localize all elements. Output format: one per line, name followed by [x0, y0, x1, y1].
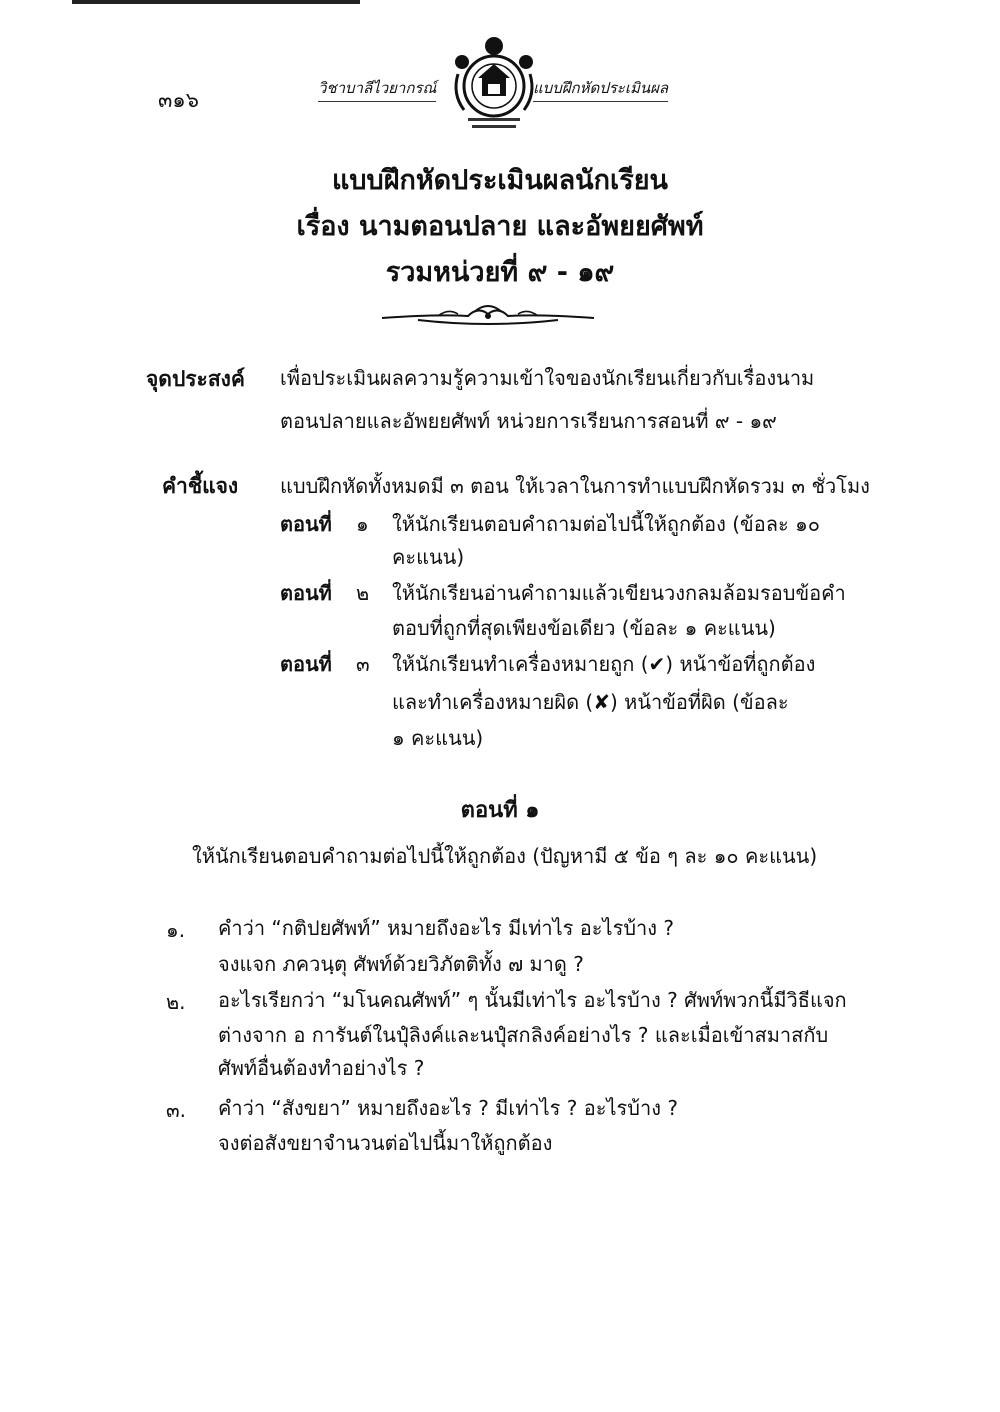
question-3-line-2: จงต่อสังขยาจำนวนต่อไปนี้มาให้ถูกต้อง — [218, 1131, 553, 1155]
part-2-line-1: ให้นักเรียนอ่านคำถามแล้วเขียนวงกลมล้อมรอบข้อคำ — [392, 581, 846, 605]
part-3-number: ๓ — [356, 652, 370, 676]
part-2-number: ๒ — [356, 581, 370, 605]
question-1-line-2: จงแจก ภควนฺตุ ศัพท์ด้วยวิภัตติทั้ง ๗ มาดู ? — [218, 952, 584, 976]
title-line-1: แบบฝึกหัดประเมินผลนักเรียน — [332, 165, 668, 196]
instructions-label: คำชี้แจง — [162, 474, 239, 498]
part-1-line-1: ให้นักเรียนตอบคำถามต่อไปนี้ให้ถูกต้อง (ข้อละ ๑๐ — [392, 512, 820, 536]
section-1-title: ตอนที่ ๑ — [460, 798, 540, 823]
part-1-label: ตอนที่ — [280, 512, 332, 536]
header-left-caption: วิชาบาลีไวยากรณ์ — [318, 76, 436, 102]
part-1-number: ๑ — [356, 512, 369, 536]
part-3-line-1: ให้นักเรียนทำเครื่องหมายถูก (✔) หน้าข้อที่ถูกต้อง — [392, 652, 816, 676]
part-2-label: ตอนที่ — [280, 581, 332, 605]
question-2-line-1: อะไรเรียกว่า “มโนคณศัพท์” ๆ นั้นมีเท่าไร อะไรบ้าง ? ศัพท์พวกนี้มีวิธีแจก — [218, 988, 847, 1012]
part-2-line-2: ตอบที่ถูกที่สุดเพียงข้อเดียว (ข้อละ ๑ คะแนน) — [392, 616, 776, 640]
part-1-line-2: คะแนน) — [392, 545, 465, 569]
instructions-intro: แบบฝึกหัดทั้งหมดมี ๓ ตอน ให้เวลาในการทำแบบฝึกหัดรวม ๓ ชั่วโมง — [280, 474, 870, 498]
question-2-line-2: ต่างจาก อ การันต์ในปุํลิงค์และนปุํสกลิงค์อย่างไร ? และเมื่อเข้าสมาสกับ — [218, 1023, 829, 1047]
part-3-line-2: และทำเครื่องหมายผิด (✘) หน้าข้อที่ผิด (ข้อละ — [392, 690, 789, 714]
question-3-number: ๓. — [166, 1098, 187, 1122]
part-3-label: ตอนที่ — [280, 652, 332, 676]
objective-line-1: เพื่อประเมินผลความรู้ความเข้าใจของนักเรียนเกี่ยวกับเรื่องนาม — [280, 366, 815, 390]
question-1-line-1: คำว่า “กติปยศัพท์” หมายถึงอะไร มีเท่าไร อะไรบ้าง ? — [218, 916, 674, 940]
question-1-number: ๑. — [166, 918, 186, 942]
objective-label: จุดประสงค์ — [146, 367, 245, 391]
section-1-instruction: ให้นักเรียนตอบคำถามต่อไปนี้ให้ถูกต้อง (ปัญหามี ๕ ข้อ ๆ ละ ๑๐ คะแนน) — [192, 844, 818, 868]
decorative-ornament — [378, 300, 598, 330]
institution-seal-logo — [448, 34, 540, 134]
top-edge-bar — [72, 0, 360, 4]
question-2-number: ๒. — [166, 990, 186, 1014]
header-right-caption: แบบฝึกหัดประเมินผล — [533, 76, 668, 102]
objective-line-2: ตอนปลายและอัพยยศัพท์ หน่วยการเรียนการสอนที่ ๙ - ๑๙ — [280, 409, 777, 433]
title-line-2: เรื่อง นามตอนปลาย และอัพยยศัพท์ — [296, 211, 704, 242]
part-3-line-3: ๑ คะแนน) — [392, 726, 484, 750]
question-2-line-3: ศัพท์อื่นต้องทำอย่างไร ? — [218, 1056, 425, 1080]
question-3-line-1: คำว่า “สังขยา” หมายถึงอะไร ? มีเท่าไร ? อะไรบ้าง ? — [218, 1096, 678, 1120]
title-line-3: รวมหน่วยที่ ๙ - ๑๙ — [385, 257, 615, 288]
page-number: ๓๑๖ — [158, 88, 200, 112]
